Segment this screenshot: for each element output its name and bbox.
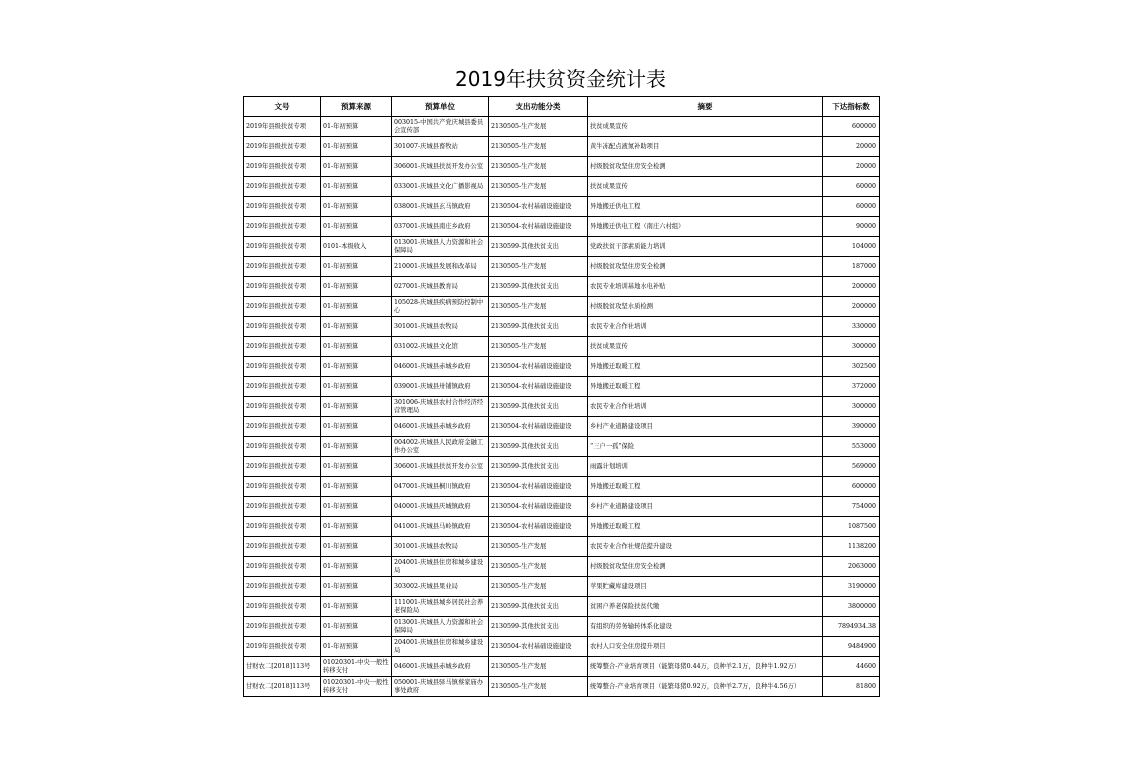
cell-expense-category: 2130599-其他扶贫支出 [489, 617, 588, 637]
table-row [244, 417, 880, 437]
cell-summary: 村级脱贫攻坚住房安全检测 [588, 157, 823, 177]
cell-amount: 1087500 [823, 517, 880, 537]
cell-doc-no: 2019年县级扶贫专项 [244, 577, 321, 597]
table-row [244, 357, 880, 377]
cell-budget-unit: 013001-庆城县人力资源和社会保障局 [392, 237, 489, 257]
table-row [244, 677, 880, 697]
cell-budget-source: 01-年初预算 [321, 137, 392, 157]
cell-doc-no: 2019年县级扶贫专项 [244, 117, 321, 137]
cell-budget-source: 01-年初预算 [321, 477, 392, 497]
cell-amount: 187000 [823, 257, 880, 277]
cell-amount: 20000 [823, 137, 880, 157]
cell-expense-category: 2130599-其他扶贫支出 [489, 237, 588, 257]
cell-budget-unit: 004002-庆城县人民政府金融工作办公室 [392, 437, 489, 457]
cell-summary: 村级脱贫攻坚住房安全检测 [588, 557, 823, 577]
table-row [244, 577, 880, 597]
table-row [244, 197, 880, 217]
cell-budget-source: 01-年初预算 [321, 557, 392, 577]
cell-expense-category: 2130504-农村基础设施建设 [489, 377, 588, 397]
table-row [244, 597, 880, 617]
cell-budget-unit: 306001-庆城县扶贫开发办公室 [392, 157, 489, 177]
cell-expense-category: 2130504-农村基础设施建设 [489, 357, 588, 377]
table-row [244, 117, 880, 137]
cell-budget-source: 01-年初预算 [321, 337, 392, 357]
cell-amount: 60000 [823, 177, 880, 197]
cell-amount: 104000 [823, 237, 880, 257]
cell-budget-unit: 013001-庆城县人力资源和社会保障局 [392, 617, 489, 637]
cell-doc-no: 2019年县级扶贫专项 [244, 257, 321, 277]
cell-expense-category: 2130599-其他扶贫支出 [489, 277, 588, 297]
table-row [244, 157, 880, 177]
cell-summary: 异地搬迁取暖工程 [588, 517, 823, 537]
table-row [244, 497, 880, 517]
cell-amount: 569000 [823, 457, 880, 477]
cell-doc-no: 2019年县级扶贫专项 [244, 637, 321, 657]
cell-expense-category: 2130504-农村基础设施建设 [489, 497, 588, 517]
cell-doc-no: 2019年县级扶贫专项 [244, 337, 321, 357]
cell-budget-source: 01-年初预算 [321, 437, 392, 457]
cell-budget-source: 01-年初预算 [321, 637, 392, 657]
cell-amount: 300000 [823, 397, 880, 417]
cell-summary: 农村人口安全住房提升项目 [588, 637, 823, 657]
cell-budget-unit: 037001-庆城县南庄乡政府 [392, 217, 489, 237]
cell-expense-category: 2130505-生产发展 [489, 657, 588, 677]
cell-doc-no: 2019年县级扶贫专项 [244, 177, 321, 197]
col-header-doc-no: 文号 [244, 97, 321, 117]
cell-summary: 乡村产业道路建设项目 [588, 497, 823, 517]
cell-amount: 300000 [823, 337, 880, 357]
cell-doc-no: 2019年县级扶贫专项 [244, 297, 321, 317]
cell-expense-category: 2130599-其他扶贫支出 [489, 437, 588, 457]
cell-summary: 异地搬迁取暖工程 [588, 357, 823, 377]
cell-budget-source: 01-年初预算 [321, 537, 392, 557]
col-header-expense-category: 支出功能分类 [489, 97, 588, 117]
cell-summary: 农民专业合作社培训 [588, 317, 823, 337]
cell-doc-no: 2019年县级扶贫专项 [244, 617, 321, 637]
cell-summary: 异地搬迁取暖工程 [588, 377, 823, 397]
cell-budget-source: 01-年初预算 [321, 297, 392, 317]
table-row [244, 437, 880, 457]
cell-doc-no: 2019年县级扶贫专项 [244, 517, 321, 537]
cell-budget-unit: 003015-中国共产党庆城县委员会宣传部 [392, 117, 489, 137]
cell-summary: 农民专业培训基地水电补贴 [588, 277, 823, 297]
cell-expense-category: 2130599-其他扶贫支出 [489, 457, 588, 477]
cell-doc-no: 2019年县级扶贫专项 [244, 537, 321, 557]
cell-summary: 扶贫成果宣传 [588, 117, 823, 137]
cell-budget-source: 01-年初预算 [321, 457, 392, 477]
cell-amount: 7894934.38 [823, 617, 880, 637]
cell-summary: 扶贫成果宣传 [588, 337, 823, 357]
cell-summary: 异地搬迁取暖工程 [588, 477, 823, 497]
cell-budget-source: 0101-本级收入 [321, 237, 392, 257]
cell-budget-source: 01-年初预算 [321, 597, 392, 617]
cell-budget-source: 01-年初预算 [321, 217, 392, 237]
cell-budget-source: 01-年初预算 [321, 197, 392, 217]
cell-budget-unit: 046001-庆城县赤城乡政府 [392, 417, 489, 437]
cell-summary: 黄牛冻配点液氮补助项目 [588, 137, 823, 157]
cell-doc-no: 甘财农二[2018]113号 [244, 657, 321, 677]
cell-budget-unit: 204001-庆城县住房和城乡建设局 [392, 637, 489, 657]
cell-budget-source: 01020301-中央一般性转移支付 [321, 657, 392, 677]
cell-amount: 1138200 [823, 537, 880, 557]
cell-expense-category: 2130504-农村基础设施建设 [489, 637, 588, 657]
cell-amount: 44600 [823, 657, 880, 677]
cell-budget-unit: 204001-庆城县住房和城乡建设局 [392, 557, 489, 577]
cell-budget-unit: 301001-庆城县农牧局 [392, 537, 489, 557]
table-row [244, 657, 880, 677]
cell-doc-no: 2019年县级扶贫专项 [244, 457, 321, 477]
cell-amount: 372000 [823, 377, 880, 397]
cell-budget-unit: 039001-庆城县卅铺镇政府 [392, 377, 489, 397]
cell-expense-category: 2130504-农村基础设施建设 [489, 217, 588, 237]
cell-summary: 党政扶贫干部素质能力培训 [588, 237, 823, 257]
cell-budget-unit: 047001-庆城县桐川镇政府 [392, 477, 489, 497]
cell-budget-source: 01-年初预算 [321, 357, 392, 377]
cell-expense-category: 2130505-生产发展 [489, 577, 588, 597]
cell-doc-no: 2019年县级扶贫专项 [244, 357, 321, 377]
table-row [244, 177, 880, 197]
cell-budget-source: 01-年初预算 [321, 177, 392, 197]
cell-budget-unit: 027001-庆城县教育局 [392, 277, 489, 297]
cell-doc-no: 2019年县级扶贫专项 [244, 557, 321, 577]
cell-budget-unit: 031002-庆城县文化馆 [392, 337, 489, 357]
cell-budget-unit: 306001-庆城县扶贫开发办公室 [392, 457, 489, 477]
cell-summary: 扶贫成果宣传 [588, 177, 823, 197]
cell-summary: 统筹整合-产业培育项目（能繁母猪0.44万，良种羊2.1万，良种牛1.92万） [588, 657, 823, 677]
cell-doc-no: 2019年县级扶贫专项 [244, 237, 321, 257]
cell-budget-unit: 038001-庆城县玄马镇政府 [392, 197, 489, 217]
col-header-budget-source: 预算来源 [321, 97, 392, 117]
cell-summary: 雨露计划培训 [588, 457, 823, 477]
cell-doc-no: 甘财农二[2018]113号 [244, 677, 321, 697]
cell-summary: 统筹整合-产业培育项目（能繁母猪0.92万，良种羊2.7万，良种牛4.56万） [588, 677, 823, 697]
cell-budget-source: 01-年初预算 [321, 317, 392, 337]
cell-doc-no: 2019年县级扶贫专项 [244, 397, 321, 417]
cell-expense-category: 2130505-生产发展 [489, 677, 588, 697]
table-row [244, 257, 880, 277]
cell-amount: 330000 [823, 317, 880, 337]
cell-amount: 200000 [823, 277, 880, 297]
table-row [244, 477, 880, 497]
cell-budget-unit: 040001-庆城县庆城镇政府 [392, 497, 489, 517]
cell-expense-category: 2130505-生产发展 [489, 117, 588, 137]
cell-budget-source: 01-年初预算 [321, 417, 392, 437]
table-row [244, 297, 880, 317]
table-row [244, 337, 880, 357]
table-row [244, 137, 880, 157]
cell-expense-category: 2130505-生产发展 [489, 537, 588, 557]
table-row [244, 397, 880, 417]
cell-summary: 村级脱贫攻坚住房安全检测 [588, 257, 823, 277]
cell-amount: 200000 [823, 297, 880, 317]
cell-amount: 600000 [823, 117, 880, 137]
cell-budget-source: 01-年初预算 [321, 517, 392, 537]
cell-budget-unit: 111001-庆城县城乡居民社会养老保险局 [392, 597, 489, 617]
table-row [244, 557, 880, 577]
cell-expense-category: 2130504-农村基础设施建设 [489, 517, 588, 537]
table-row [244, 637, 880, 657]
table-row [244, 377, 880, 397]
col-header-budget-unit: 预算单位 [392, 97, 489, 117]
cell-budget-unit: 041001-庆城县马岭镇政府 [392, 517, 489, 537]
cell-summary: 村级脱贫攻坚水质检测 [588, 297, 823, 317]
cell-doc-no: 2019年县级扶贫专项 [244, 597, 321, 617]
cell-expense-category: 2130505-生产发展 [489, 177, 588, 197]
cell-expense-category: 2130504-农村基础设施建设 [489, 417, 588, 437]
header-row [244, 97, 880, 117]
cell-amount: 60000 [823, 197, 880, 217]
cell-expense-category: 2130599-其他扶贫支出 [489, 317, 588, 337]
table-row [244, 277, 880, 297]
cell-doc-no: 2019年县级扶贫专项 [244, 497, 321, 517]
col-header-summary: 摘要 [588, 97, 823, 117]
cell-amount: 81800 [823, 677, 880, 697]
cell-budget-source: 01-年初预算 [321, 397, 392, 417]
cell-amount: 600000 [823, 477, 880, 497]
cell-budget-source: 01-年初预算 [321, 117, 392, 137]
cell-budget-unit: 303002-庆城县果业局 [392, 577, 489, 597]
cell-expense-category: 2130505-生产发展 [489, 137, 588, 157]
table-row [244, 237, 880, 257]
cell-expense-category: 2130505-生产发展 [489, 557, 588, 577]
cell-doc-no: 2019年县级扶贫专项 [244, 437, 321, 457]
cell-doc-no: 2019年县级扶贫专项 [244, 217, 321, 237]
cell-amount: 90000 [823, 217, 880, 237]
cell-doc-no: 2019年县级扶贫专项 [244, 477, 321, 497]
cell-amount: 20000 [823, 157, 880, 177]
cell-expense-category: 2130505-生产发展 [489, 337, 588, 357]
cell-summary: 苹果贮藏库建设项目 [588, 577, 823, 597]
cell-summary: 乡村产业道路建设项目 [588, 417, 823, 437]
cell-summary: 农民专业合作社培训 [588, 397, 823, 417]
cell-amount: 3800000 [823, 597, 880, 617]
cell-amount: 2063000 [823, 557, 880, 577]
cell-summary: 贫困户养老保险扶贫代缴 [588, 597, 823, 617]
cell-summary: 异地搬迁供电工程（南庄六村组） [588, 217, 823, 237]
table-body [244, 117, 880, 697]
cell-doc-no: 2019年县级扶贫专项 [244, 377, 321, 397]
cell-summary: “三户一孤”保险 [588, 437, 823, 457]
cell-budget-unit: 210001-庆城县发展和改革局 [392, 257, 489, 277]
cell-expense-category: 2130599-其他扶贫支出 [489, 397, 588, 417]
cell-expense-category: 2130505-生产发展 [489, 157, 588, 177]
cell-expense-category: 2130599-其他扶贫支出 [489, 597, 588, 617]
table-row [244, 517, 880, 537]
cell-doc-no: 2019年县级扶贫专项 [244, 197, 321, 217]
cell-budget-unit: 105028-庆城县疾病预防控制中心 [392, 297, 489, 317]
cell-budget-unit: 301006-庆城县农村合作经济经营管理局 [392, 397, 489, 417]
cell-budget-source: 01-年初预算 [321, 377, 392, 397]
cell-budget-source: 01-年初预算 [321, 497, 392, 517]
cell-expense-category: 2130504-农村基础设施建设 [489, 477, 588, 497]
cell-budget-unit: 033001-庆城县文化广播影视局 [392, 177, 489, 197]
col-header-amount: 下达指标数 [823, 97, 880, 117]
cell-budget-source: 01-年初预算 [321, 257, 392, 277]
funds-table [243, 96, 880, 697]
cell-summary: 异地搬迁供电工程 [588, 197, 823, 217]
table-row [244, 457, 880, 477]
cell-doc-no: 2019年县级扶贫专项 [244, 157, 321, 177]
cell-amount: 3190000 [823, 577, 880, 597]
cell-amount: 390000 [823, 417, 880, 437]
cell-doc-no: 2019年县级扶贫专项 [244, 317, 321, 337]
page-title: 2019年扶贫资金统计表 [455, 67, 666, 91]
cell-amount: 754000 [823, 497, 880, 517]
cell-budget-source: 01-年初预算 [321, 577, 392, 597]
cell-doc-no: 2019年县级扶贫专项 [244, 137, 321, 157]
table-row [244, 617, 880, 637]
table-row [244, 317, 880, 337]
cell-budget-source: 01020301-中央一般性转移支付 [321, 677, 392, 697]
cell-expense-category: 2130504-农村基础设施建设 [489, 197, 588, 217]
table-row [244, 537, 880, 557]
cell-summary: 有组织的劳务输转体系化建设 [588, 617, 823, 637]
cell-budget-source: 01-年初预算 [321, 157, 392, 177]
cell-summary: 农民专业合作社规范提升建设 [588, 537, 823, 557]
cell-doc-no: 2019年县级扶贫专项 [244, 277, 321, 297]
cell-expense-category: 2130505-生产发展 [489, 297, 588, 317]
cell-budget-unit: 046001-庆城县赤城乡政府 [392, 657, 489, 677]
cell-budget-unit: 046001-庆城县赤城乡政府 [392, 357, 489, 377]
cell-budget-unit: 050001-庆城县驿马镇蔡家庙办事处政府 [392, 677, 489, 697]
cell-budget-unit: 301001-庆城县农牧局 [392, 317, 489, 337]
cell-budget-source: 01-年初预算 [321, 277, 392, 297]
cell-budget-source: 01-年初预算 [321, 617, 392, 637]
cell-amount: 302500 [823, 357, 880, 377]
table-row [244, 217, 880, 237]
cell-amount: 9484900 [823, 637, 880, 657]
cell-expense-category: 2130505-生产发展 [489, 257, 588, 277]
cell-budget-unit: 301007-庆城县畜牧站 [392, 137, 489, 157]
cell-doc-no: 2019年县级扶贫专项 [244, 417, 321, 437]
cell-amount: 553000 [823, 437, 880, 457]
